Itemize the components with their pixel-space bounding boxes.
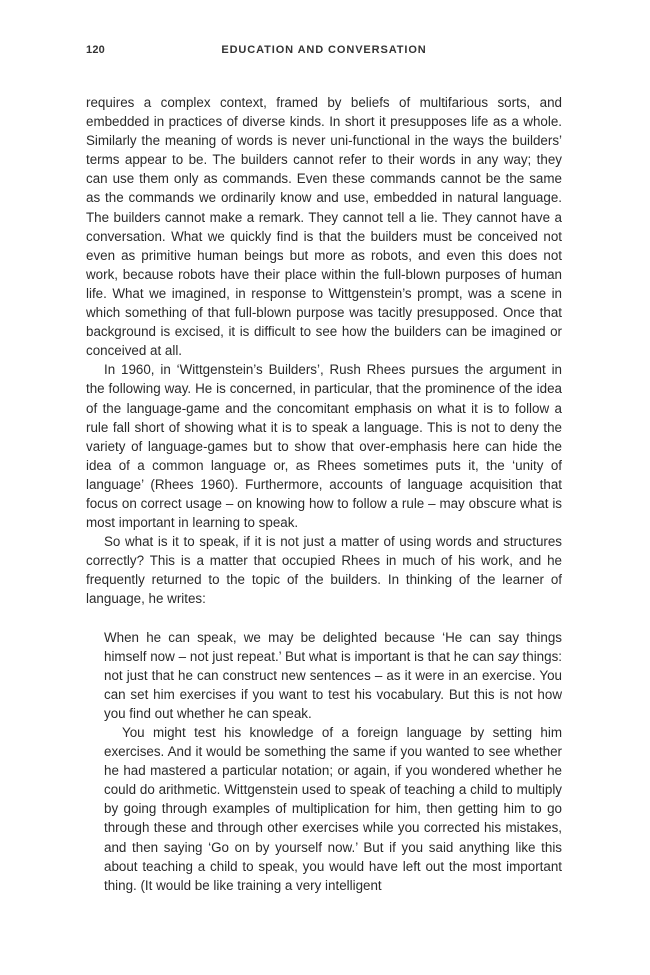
- body-text: [86, 93, 562, 895]
- quote-paragraph-2: You might test his knowledge of a foreign language by setting him exercises. And it would be something the same if you wanted to see whether he had mastered a particular notation; or again, if you wondered whether he could do arithmetic. Wittgenstein used to speak of teaching a child to multiply by going through examples of multiplication for him, then getting him to go through these and through other exercises while you corrected his mistakes, and then saying ‘Go on by yourself now.’ But if you said anything like this about teaching a child to speak, you would have left out the most important thing. (It would be like training a very intelligent: [104, 725, 562, 893]
- block-quote: [104, 628, 562, 895]
- quote-paragraph-1: [104, 628, 562, 723]
- running-head: [86, 44, 562, 60]
- paragraph-2: In 1960, in ‘Wittgenstein’s Builders’, Rush Rhees pursues the argument in the following way. He is concerned, in particular, that the prominence of the idea of the language-game and the concomitant emphasis on what it is to follow a rule fall short of showing what it is to speak a language. This is not to deny the variety of language-games but to show that over-emphasis here can hide the idea of a common language or, as Rhees sometimes puts it, the ‘unity of language’ (Rhees 1960). Furthermore, accounts of language acquisition that focus on correct usage – on knowing how to follow a rule – may obscure what is most important in learning to speak.: [86, 362, 562, 531]
- quote-text-after-emphasis: things: not just that he can construct new sentences – as it were in an exercise. You can set him exercises if you want to test his vocabulary. But this is not how you find out whether he can speak.: [104, 648, 562, 721]
- quote-text-before-emphasis: When he can speak, we may be delighted because ‘He can say things himself now – not just repeat.’ But what is important is that he can: [104, 629, 562, 664]
- paragraph-3: So what is it to speak, if it is not just a matter of using words and structures correctly? This is a matter that occupied Rhees in much of his work, and he frequently returned to the topic of the builders. In thinking of the learner of language, he writes:: [86, 534, 562, 607]
- quote-emphasis: say: [497, 648, 519, 664]
- paragraph-1: requires a complex context, framed by beliefs of multifarious sorts, and embedded in practices of diverse kinds. In short it presupposes life as a whole. Similarly the meaning of words is never uni-functional in the ways the builders’ terms appear to be. The builders cannot refer to their words in any way; they can use them only as commands. Even these commands cannot be the same as the commands we ordinarily know and use, embedded in natural language. The builders cannot make a remark. They cannot tell a lie. They cannot have a conversation. What we quickly find is that the builders must be conceived not even as primitive human beings but more as robots, and even this does not work, because robots have their place within the full-blown purposes of human life. What we imagined, in response to Wittgenstein’s prompt, was a scene in which something of that full-blown purpose was tacitly presupposed. Once that background is excised, it is difficult to see how the builders can be imagined or conceived at all.: [86, 95, 562, 359]
- page-number: 120: [86, 44, 105, 56]
- running-title: EDUCATION AND CONVERSATION: [221, 44, 427, 56]
